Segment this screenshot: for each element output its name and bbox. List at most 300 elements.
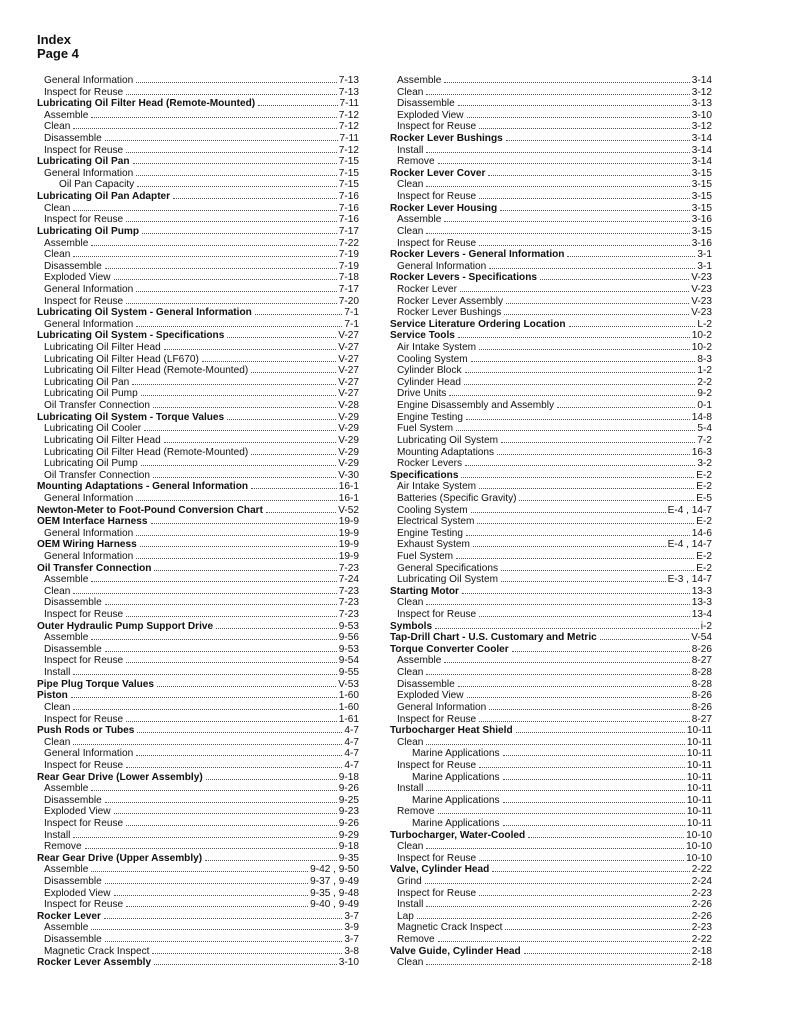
entry-label: Clean	[397, 667, 424, 679]
entry-label: Clean	[44, 736, 71, 748]
entry-page-ref: 3-7	[344, 910, 359, 922]
index-entry-heading	[390, 864, 712, 876]
dot-leader	[73, 709, 336, 710]
entry-label: General Specifications	[397, 562, 498, 574]
entry-label: Oil Transfer Connection	[37, 562, 152, 574]
dot-leader	[114, 813, 337, 814]
entry-page-ref: 9-42 , 9-50	[310, 864, 359, 876]
dot-leader	[489, 268, 695, 269]
index-entry-subitem	[390, 922, 712, 934]
index-entry-subitem	[390, 145, 712, 157]
entry-page-ref: 3-14	[691, 75, 712, 86]
index-entry-subitem	[390, 435, 712, 447]
dot-leader	[105, 140, 338, 141]
index-entry-subitem	[390, 911, 712, 923]
entry-page-ref: 3-10	[691, 109, 712, 121]
entry-page-ref: 7-12	[338, 109, 359, 121]
index-entry-subitem	[37, 586, 359, 598]
entry-label: Mounting Adaptations - General Information	[37, 481, 249, 493]
dot-leader	[501, 581, 666, 582]
dot-leader	[105, 604, 337, 605]
index-entry-subitem	[37, 272, 359, 284]
dot-leader	[136, 175, 337, 176]
index-entry-subitem	[390, 760, 712, 772]
dot-leader	[426, 790, 685, 791]
index-entry-subitem	[37, 87, 359, 99]
entry-page-ref: 3-12	[691, 86, 712, 98]
entry-page-ref: 16-3	[691, 446, 712, 458]
dot-leader	[489, 709, 690, 710]
index-entry-heading	[37, 911, 359, 923]
dot-leader	[479, 860, 684, 861]
dot-leader	[456, 558, 694, 559]
entry-label: Lubricating Oil Pan	[44, 376, 130, 388]
entry-label: Disassemble	[44, 260, 102, 272]
entry-label: Inspect for Reuse	[397, 609, 477, 621]
index-entry-heading	[37, 226, 359, 238]
index-entry-subitem	[37, 133, 359, 145]
entry-page-ref: 8-26	[691, 643, 712, 655]
index-entry-subitem	[390, 748, 712, 760]
dot-leader	[73, 674, 336, 675]
entry-label: Magnetic Crack Inspect	[397, 922, 503, 934]
entry-label: Inspect for Reuse	[397, 121, 477, 133]
dot-leader	[456, 430, 695, 431]
dot-leader	[71, 697, 337, 698]
entry-page-ref: 1-2	[697, 365, 712, 377]
index-entry-subitem	[37, 632, 359, 644]
entry-label: Lubricating Oil Pan	[37, 156, 130, 168]
index-entry-heading	[390, 586, 712, 598]
dot-leader	[157, 686, 336, 687]
entry-page-ref: 14-8	[691, 411, 712, 423]
entry-page-ref: 2-2	[697, 376, 712, 388]
index-entry-heading	[37, 98, 359, 110]
entry-label: Lubricating Oil System	[397, 574, 498, 586]
index-entry-subitem	[37, 388, 359, 400]
dot-leader	[126, 221, 337, 222]
dot-leader	[140, 546, 337, 547]
dot-leader	[426, 604, 689, 605]
index-entry-subitem	[37, 435, 359, 447]
index-entry-subitem	[37, 447, 359, 459]
entry-label: Install	[397, 144, 424, 156]
index-entry-subitem	[390, 795, 712, 807]
entry-page-ref: 8-26	[691, 701, 712, 713]
entry-page-ref: 7-1	[344, 307, 359, 319]
index-entry-subitem	[37, 888, 359, 900]
entry-label: Clean	[44, 121, 71, 133]
entry-page-ref: 3-2	[697, 458, 712, 470]
index-entry-subitem	[37, 354, 359, 366]
dot-leader	[132, 384, 336, 385]
dot-leader	[137, 732, 342, 733]
entry-page-ref: 3-15	[691, 225, 712, 237]
dot-leader	[137, 186, 337, 187]
entry-page-ref: 8-28	[691, 678, 712, 690]
index-entry-subitem	[37, 795, 359, 807]
dot-leader	[126, 94, 337, 95]
entry-label: Exploded View	[44, 887, 111, 899]
entry-page-ref: V-29	[338, 423, 359, 435]
entry-page-ref: 3-12	[691, 121, 712, 133]
dot-leader	[105, 941, 343, 942]
dot-leader	[479, 488, 694, 489]
index-entry-subitem	[390, 98, 712, 110]
entry-page-ref: 9-53	[338, 620, 359, 632]
index-entry-subitem	[37, 830, 359, 842]
index-entry-subitem	[37, 760, 359, 772]
entry-label: Specifications	[390, 469, 459, 481]
entry-label: Lubricating Oil System	[397, 434, 498, 446]
entry-label: Inspect for Reuse	[44, 713, 124, 725]
entry-page-ref: E-2	[696, 481, 712, 493]
entry-page-ref: 3-1	[697, 249, 712, 261]
entry-label: Clean	[44, 585, 71, 597]
entry-label: Lubricating Oil Pan Adapter	[37, 191, 171, 203]
entry-label: Inspect for Reuse	[44, 899, 124, 911]
dot-leader	[506, 140, 690, 141]
index-entry-subitem	[37, 806, 359, 818]
index-entry-subitem	[390, 853, 712, 865]
entry-page-ref: 10-10	[686, 852, 712, 864]
index-entry-subitem	[390, 226, 712, 238]
entry-label: Lubricating Oil Filter Head (Remote-Mounted)	[37, 98, 256, 110]
entry-label: Exploded View	[397, 690, 464, 702]
entry-page-ref: 7-20	[338, 295, 359, 307]
dot-leader	[462, 593, 690, 594]
dot-leader	[471, 361, 696, 362]
index-entry-subitem	[37, 249, 359, 261]
entry-page-ref: 7-15	[338, 179, 359, 191]
entry-page-ref: 10-11	[686, 759, 712, 771]
dot-leader	[153, 477, 336, 478]
index-entry-subitem	[390, 551, 712, 563]
index-entry-subitem	[37, 922, 359, 934]
dot-leader	[91, 929, 342, 930]
entry-label: Inspect for Reuse	[397, 191, 477, 203]
entry-page-ref: 3-14	[691, 156, 712, 168]
dot-leader	[136, 82, 337, 83]
entry-label: Engine Testing	[397, 527, 464, 539]
entry-label: Magnetic Crack Inspect	[44, 945, 150, 957]
index-entry-subitem	[37, 400, 359, 412]
dot-leader	[126, 721, 337, 722]
dot-leader	[528, 837, 684, 838]
entry-page-ref: 9-26	[338, 818, 359, 829]
index-entry-subitem	[37, 655, 359, 667]
index-entry-heading	[37, 505, 359, 517]
dot-leader	[426, 906, 689, 907]
dot-leader	[164, 349, 337, 350]
entry-page-ref: V-29	[338, 411, 359, 423]
entry-page-ref: 4-7	[344, 748, 359, 760]
dot-leader	[501, 570, 694, 571]
dot-leader	[251, 488, 337, 489]
dot-leader	[426, 94, 689, 95]
entry-page-ref: E-2	[696, 562, 712, 574]
entry-label: Marine Applications	[412, 748, 500, 760]
dot-leader	[458, 686, 690, 687]
index-entry-subitem	[37, 423, 359, 435]
index-entry-subitem	[390, 447, 712, 459]
index-entry-subitem	[37, 145, 359, 157]
entry-label: Inspect for Reuse	[397, 759, 477, 771]
entry-label: Inspect for Reuse	[397, 852, 477, 864]
entry-page-ref: 10-11	[686, 806, 712, 818]
dot-leader	[600, 639, 689, 640]
index-entry-heading	[37, 725, 359, 737]
dot-leader	[516, 732, 685, 733]
entry-label: Assemble	[44, 864, 89, 876]
entry-page-ref: V-27	[338, 388, 359, 400]
dot-leader	[425, 883, 690, 884]
entry-page-ref: 8-3	[697, 353, 712, 365]
dot-leader	[479, 616, 690, 617]
entry-label: Clean	[397, 225, 424, 237]
entry-page-ref: 8-27	[691, 713, 712, 725]
entry-page-ref: 7-16	[338, 191, 359, 203]
dot-leader	[501, 442, 695, 443]
entry-label: Fuel System	[397, 423, 454, 435]
entry-page-ref: 16-1	[338, 492, 359, 504]
index-entry-subitem	[390, 957, 712, 969]
entry-page-ref: 10-2	[691, 330, 712, 342]
index-entry-subitem	[390, 818, 712, 830]
index-entry-heading	[37, 772, 359, 784]
index-entry-subitem	[37, 342, 359, 354]
dot-leader	[126, 616, 337, 617]
entry-page-ref: E-2	[696, 516, 712, 528]
dot-leader	[227, 419, 336, 420]
index-entry-subitem	[37, 748, 359, 760]
entry-page-ref: 1-61	[338, 713, 359, 725]
dot-leader	[567, 256, 695, 257]
index-entry-subitem	[390, 876, 712, 888]
entry-page-ref: 19-9	[338, 527, 359, 539]
entry-label: Piston	[37, 690, 68, 702]
entry-page-ref: 3-13	[691, 98, 712, 110]
dot-leader	[136, 326, 342, 327]
index-entry-subitem	[390, 87, 712, 99]
entry-page-ref: 19-9	[338, 516, 359, 528]
entry-page-ref: 5-4	[697, 423, 712, 435]
dot-leader	[479, 245, 690, 246]
dot-leader	[458, 105, 690, 106]
dot-leader	[461, 477, 694, 478]
index-entry-subitem	[390, 574, 712, 586]
dot-leader	[258, 105, 337, 106]
entry-page-ref: 3-15	[691, 167, 712, 179]
entry-label: Clean	[44, 202, 71, 214]
entry-label: Lap	[397, 910, 414, 922]
dot-leader	[479, 128, 690, 129]
index-entry-heading	[390, 168, 712, 180]
index-entry-subitem	[390, 655, 712, 667]
entry-page-ref: 2-23	[691, 922, 712, 934]
entry-page-ref: 7-23	[338, 597, 359, 609]
index-entry-heading	[390, 725, 712, 737]
index-entry-subitem	[390, 528, 712, 540]
dot-leader	[91, 871, 308, 872]
entry-label: Rocker Lever	[37, 910, 101, 922]
entry-label: Lubricating Oil System - Specifications	[37, 330, 225, 342]
entry-page-ref: 9-37 , 9-49	[310, 876, 359, 888]
entry-page-ref: V-29	[338, 434, 359, 446]
entry-page-ref: 3-16	[691, 237, 712, 249]
entry-label: Rocker Levers - Specifications	[390, 272, 537, 284]
dot-leader	[503, 825, 685, 826]
dot-leader	[126, 767, 342, 768]
dot-leader	[73, 128, 336, 129]
index-entry-heading	[37, 412, 359, 424]
entry-label: Lubricating Oil Pump	[37, 225, 140, 237]
index-entry-subitem	[37, 319, 359, 331]
entry-page-ref: E-3 , 14-7	[667, 574, 712, 586]
index-entry-subitem	[37, 179, 359, 191]
index-entry-subitem	[37, 737, 359, 749]
entry-label: Disassemble	[44, 794, 102, 806]
entry-label: Marine Applications	[412, 818, 500, 829]
entry-page-ref: 4-7	[344, 725, 359, 737]
entry-label: Starting Motor	[390, 585, 459, 597]
entry-label: Clean	[397, 86, 424, 98]
entry-page-ref: 9-26	[338, 783, 359, 795]
entry-label: Turbocharger Heat Shield	[390, 725, 513, 737]
dot-leader	[473, 546, 666, 547]
entry-page-ref: 2-23	[691, 887, 712, 899]
entry-page-ref: 10-2	[691, 342, 712, 354]
entry-label: Lubricating Oil Filter Head	[44, 342, 161, 354]
entry-label: Assemble	[44, 632, 89, 644]
index-entry-subitem	[37, 946, 359, 958]
dot-leader	[105, 883, 308, 884]
entry-label: Clean	[397, 597, 424, 609]
dot-leader	[477, 523, 694, 524]
entry-page-ref: 19-9	[338, 539, 359, 551]
entry-page-ref: 9-23	[338, 806, 359, 818]
dot-leader	[91, 245, 336, 246]
entry-page-ref: 4-7	[344, 759, 359, 771]
entry-label: Rocker Levers - General Information	[390, 249, 565, 261]
entry-label: Turbocharger, Water-Cooled	[390, 829, 526, 841]
index-entry-subitem	[37, 261, 359, 273]
index-entry-subitem	[37, 528, 359, 540]
index-entry-heading	[37, 481, 359, 493]
index-entry-subitem	[37, 702, 359, 714]
dot-leader	[444, 221, 689, 222]
entry-label: Assemble	[397, 214, 442, 226]
entry-page-ref: i-2	[700, 620, 712, 632]
entry-label: Assemble	[397, 75, 442, 86]
index-entry-heading	[390, 133, 712, 145]
entry-page-ref: 9-18	[338, 841, 359, 853]
entry-page-ref: 7-15	[338, 167, 359, 179]
entry-page-ref: 7-23	[338, 609, 359, 621]
dot-leader	[227, 337, 336, 338]
entry-label: Assemble	[44, 922, 89, 934]
entry-label: Rocker Lever Assembly	[397, 295, 504, 307]
entry-label: Disassemble	[44, 876, 102, 888]
entry-label: Valve Guide, Cylinder Head	[390, 945, 521, 957]
entry-page-ref: V-27	[338, 353, 359, 365]
entry-label: Pipe Plug Torque Values	[37, 678, 155, 690]
entry-label: Lubricating Oil Filter Head (Remote-Mounted)	[44, 446, 249, 458]
entry-label: Lubricating Oil System - Torque Values	[37, 411, 225, 423]
entry-page-ref: 7-19	[338, 249, 359, 261]
dot-leader	[426, 233, 689, 234]
entry-page-ref: 9-53	[338, 643, 359, 655]
entry-page-ref: 9-2	[697, 388, 712, 400]
entry-page-ref: 2-18	[691, 945, 712, 957]
entry-page-ref: 9-25	[338, 794, 359, 806]
entry-page-ref: 7-17	[338, 283, 359, 295]
index-entry-subitem	[390, 505, 712, 517]
index-entry-subitem	[37, 110, 359, 122]
dot-leader	[136, 500, 337, 501]
entry-label: Rocker Lever Assembly	[37, 957, 152, 969]
index-entry-subitem	[37, 934, 359, 946]
entry-label: Remove	[397, 806, 435, 818]
entry-page-ref: 13-3	[691, 585, 712, 597]
index-entry-heading	[37, 957, 359, 969]
entry-page-ref: V-54	[691, 632, 712, 644]
dot-leader	[465, 465, 695, 466]
entry-page-ref: V-23	[691, 283, 712, 295]
entry-label: Inspect for Reuse	[44, 86, 124, 98]
dot-leader	[91, 639, 336, 640]
entry-page-ref: 3-8	[344, 945, 359, 957]
entry-page-ref: V-29	[338, 446, 359, 458]
dot-leader	[154, 570, 336, 571]
entry-page-ref: E-4 , 14-7	[667, 504, 712, 516]
index-entry-subitem	[390, 110, 712, 122]
entry-label: Install	[44, 667, 71, 679]
entry-label: Symbols	[390, 620, 433, 632]
dot-leader	[435, 628, 699, 629]
index-entry-subitem	[37, 121, 359, 133]
entry-page-ref: 10-10	[686, 841, 712, 853]
entry-page-ref: 13-3	[691, 597, 712, 609]
dot-leader	[438, 941, 690, 942]
entry-label: Lubricating Oil Filter Head (LF670)	[44, 353, 199, 365]
entry-label: Rocker Lever Bushings	[390, 133, 503, 145]
entry-label: Lubricating Oil Cooler	[44, 423, 142, 435]
index-entry-subitem	[390, 400, 712, 412]
entry-label: Inspect for Reuse	[397, 237, 477, 249]
entry-page-ref: 3-15	[691, 179, 712, 191]
entry-label: Inspect for Reuse	[44, 144, 124, 156]
index-entry-subitem	[390, 388, 712, 400]
index-entry-subitem	[390, 679, 712, 691]
index-entry-subitem	[37, 203, 359, 215]
entry-label: Lubricating Oil Pump	[44, 388, 138, 400]
entry-page-ref: V-23	[691, 272, 712, 284]
entry-page-ref: 3-14	[691, 133, 712, 145]
index-entry-heading	[390, 319, 712, 331]
dot-leader	[506, 303, 689, 304]
entry-page-ref: V-53	[338, 678, 359, 690]
entry-label: Lubricating Oil Filter Head	[44, 434, 161, 446]
entry-page-ref: 10-11	[686, 783, 712, 795]
entry-label: General Information	[44, 283, 134, 295]
index-entry-heading	[37, 156, 359, 168]
entry-label: Oil Pan Capacity	[59, 179, 135, 191]
index-entry-subitem	[390, 841, 712, 853]
dot-leader	[114, 279, 337, 280]
entry-label: Torque Converter Cooler	[390, 643, 509, 655]
entry-page-ref: 9-54	[338, 655, 359, 667]
